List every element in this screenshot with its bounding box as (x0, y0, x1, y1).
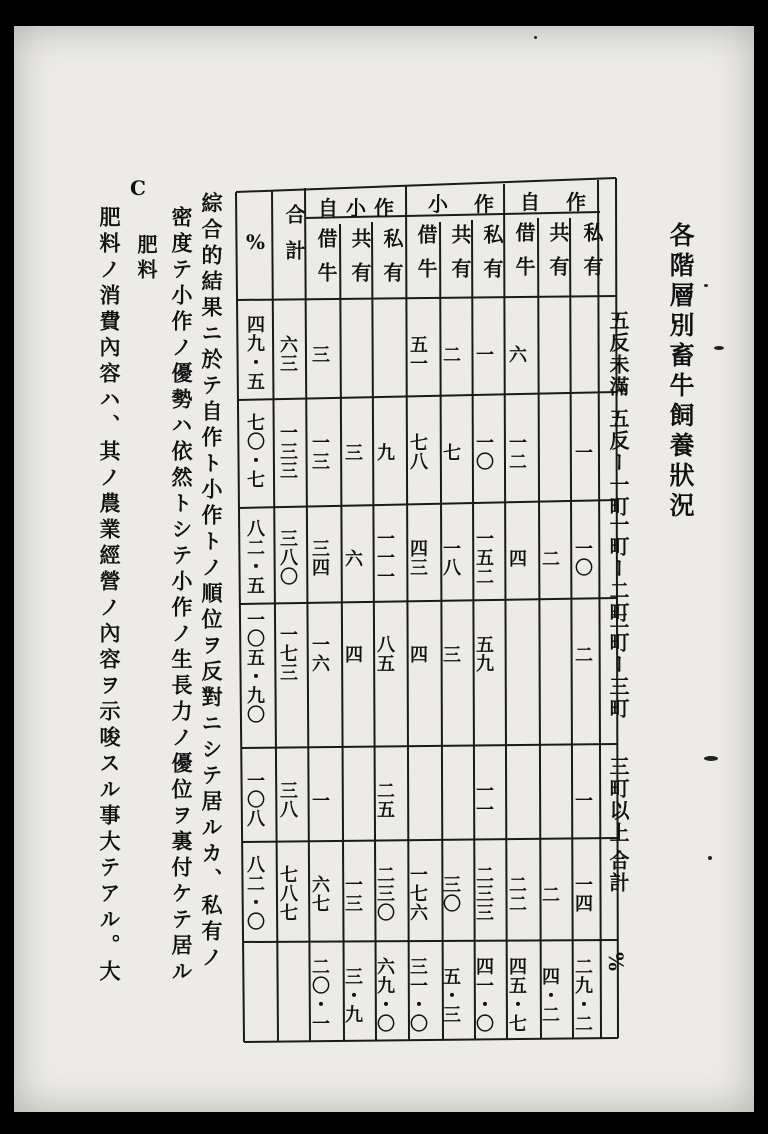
table-cell: 一八 (440, 539, 461, 577)
group-header-jikosaku: 自小作 (318, 196, 402, 220)
table-cell: 九 (374, 443, 395, 462)
table-cell: 一七六 (407, 865, 428, 922)
table-cell: 一〇 (572, 539, 593, 577)
table-cell: 一〇八 (244, 771, 265, 828)
table-cell: 二五 (374, 781, 395, 819)
row-line (238, 392, 617, 400)
table-cell: 三八 (277, 781, 298, 819)
row-label: 五反ー一町 (606, 408, 630, 518)
group-header-kosaku: 小作 (428, 192, 520, 216)
header-percent: % (246, 230, 266, 254)
table-cell: 二 (539, 885, 560, 904)
table-cell: 八二・〇 (244, 855, 265, 931)
table-cell: 七〇・七 (244, 413, 265, 489)
table-cell: 一七三 (277, 625, 298, 682)
table-cell: 六七 (309, 875, 330, 913)
subheader-kyoyu: 共有 (348, 228, 372, 296)
table-cell: 六 (506, 345, 527, 364)
group-header-jisaku: 自作 (520, 190, 612, 214)
table-cell: 一〇五・九〇 (244, 610, 265, 724)
row-label: 一町ー二町 (606, 514, 630, 624)
col-line (598, 180, 601, 1038)
section-letter: C (130, 176, 146, 200)
col-line (340, 224, 344, 1040)
row-label: % (604, 952, 628, 974)
table-cell: 二三〇 (374, 865, 395, 922)
table-cell: 一 (572, 791, 593, 810)
col-line (570, 218, 573, 1038)
table-cell: 四三 (407, 539, 428, 577)
page-title: 各階層別畜牛飼養狀況 (666, 222, 695, 522)
table-cell: 三八〇 (277, 529, 298, 586)
table-cell: 三 (342, 443, 363, 462)
table-cell: 一 (572, 443, 593, 462)
table-cell: 六九・〇 (374, 957, 395, 1033)
row-line (243, 940, 617, 942)
table-bottom-border (244, 1038, 618, 1042)
row-line (242, 838, 617, 842)
table-left-border (236, 192, 244, 1042)
table-cell: 二二 (506, 875, 527, 913)
table-cell: 一 (473, 345, 494, 364)
table-cell: 五九 (473, 635, 494, 673)
table-cell: 一一一 (374, 529, 395, 586)
col-line (538, 218, 541, 1039)
row-label: 合計 (606, 850, 630, 894)
table-cell: 三 (309, 345, 330, 364)
body-line: 肥料ノ消費內容ハ、其ノ農業經營ノ內容ヲ示唆スル事大テアル。大 (97, 206, 122, 986)
table-cell: 五一 (407, 335, 428, 373)
subheader-shiyu: 私有 (480, 224, 504, 292)
col-line (305, 188, 310, 1041)
table-cell: 一一 (473, 781, 494, 819)
table-cell: 二 (440, 345, 461, 364)
table-cell: 四五・七 (506, 957, 527, 1033)
table-cell: 七 (440, 443, 461, 462)
table-cell: 六三 (277, 335, 298, 373)
table-cell: 二 (572, 645, 593, 664)
table-cell: 三 (440, 645, 461, 664)
table-cell: 三一・〇 (407, 957, 428, 1033)
table-cell: 一 (309, 791, 330, 810)
table-cell: 四・二 (539, 967, 560, 1024)
subheader-shakugyu: 借牛 (512, 222, 536, 290)
table-cell: 四 (407, 645, 428, 664)
table-cell: 七八 (407, 433, 428, 471)
table-cell: 三〇 (440, 875, 461, 913)
table-cell: 一三 (342, 875, 363, 913)
row-line (239, 500, 617, 508)
table-cell: 三四 (309, 539, 330, 577)
row-label: 五反未滿 (606, 310, 630, 398)
header-total: 合計 (282, 204, 306, 276)
table-cell: 一三 (309, 433, 330, 471)
table-cell: 二〇・一 (309, 957, 330, 1033)
body-line: 密度テ小作ノ優勢ハ依然トシテ小作ノ生長力ノ優位ヲ裏付ケテ居ル (169, 206, 194, 986)
row-line (240, 598, 617, 604)
table-cell: 八二・五 (244, 519, 265, 595)
table-cell: 一四 (572, 875, 593, 913)
table-cell: 一三三 (277, 423, 298, 480)
row-line (237, 296, 617, 300)
table-cell: 二三三 (473, 865, 494, 922)
row-label: 二町ー三町 (606, 610, 630, 720)
table-cell: 三・九 (342, 967, 363, 1024)
subheader-kyoyu: 共有 (448, 224, 472, 292)
subheader-shiyu: 私有 (580, 222, 604, 290)
table-cell: 五・三 (440, 967, 461, 1024)
table-cell: 一〇 (473, 433, 494, 471)
row-label: 三町以上 (606, 756, 630, 844)
section-heading: 肥料 (134, 234, 158, 284)
table-cell: 四 (506, 549, 527, 568)
subheader-kyoyu: 共有 (546, 222, 570, 290)
table-cell: 四一・〇 (473, 957, 494, 1033)
table-cell: 一五二 (473, 529, 494, 586)
table-cell: 四九・五 (244, 315, 265, 391)
subheader-shakugyu: 借牛 (414, 224, 438, 292)
table-cell: 八五 (374, 635, 395, 673)
table-cell: 二九・二 (572, 957, 593, 1033)
subheader-shakugyu: 借牛 (314, 228, 338, 296)
subheader-shiyu: 私有 (380, 228, 404, 296)
table-cell: 七八七 (277, 865, 298, 922)
table-cell: 四 (342, 645, 363, 664)
table-cell: 一六 (309, 635, 330, 673)
table-cell: 二 (539, 549, 560, 568)
body-line: 綜合的結果ニ於テ自作ト小作トノ順位ヲ反對ニシテ居ルカ、私有ノ (199, 192, 224, 972)
row-line (241, 744, 617, 748)
table-cell: 六 (342, 549, 363, 568)
table-cell: 一二 (506, 433, 527, 471)
